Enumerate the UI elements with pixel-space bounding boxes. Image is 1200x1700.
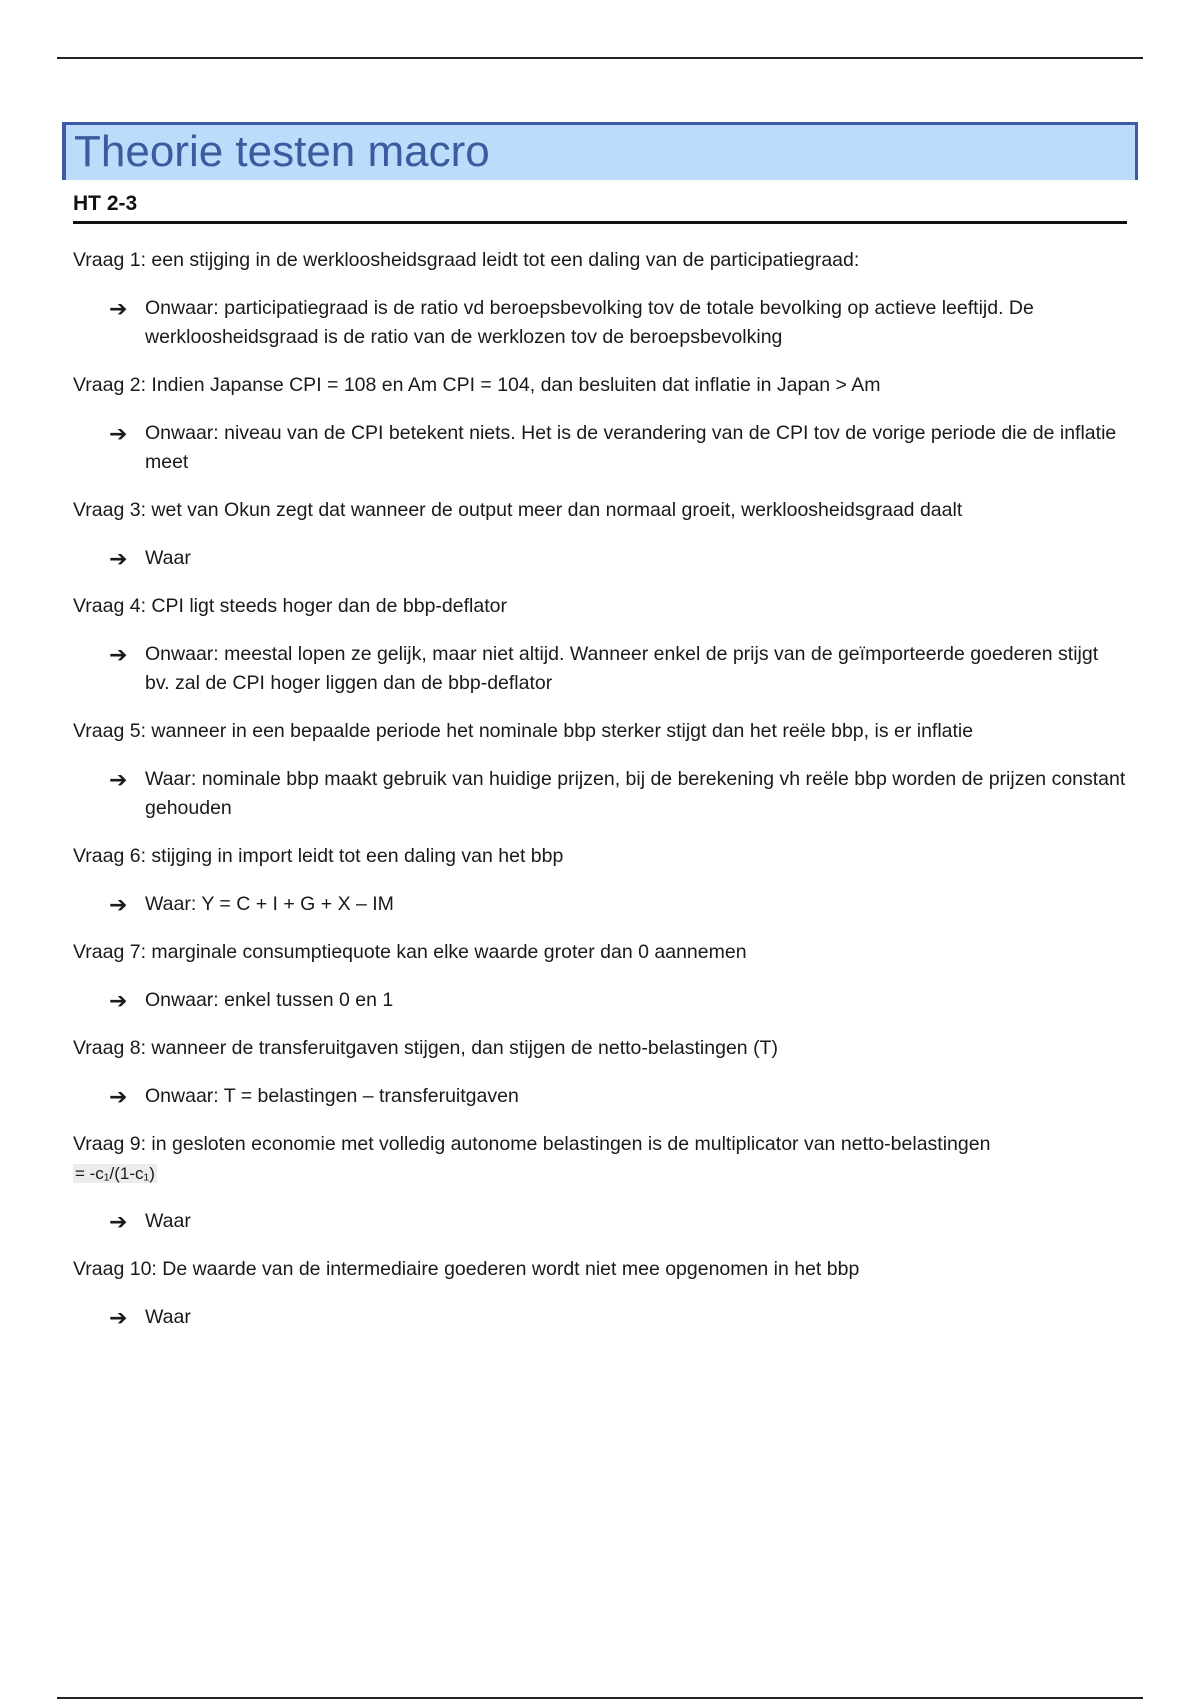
answer-text: Waar — [145, 1210, 191, 1232]
arrow-icon: ➔ — [109, 988, 128, 1013]
answer-1 — [73, 294, 1127, 352]
answer-3 — [73, 544, 1127, 573]
answer-text: Onwaar: enkel tussen 0 en 1 — [145, 989, 394, 1011]
arrow-icon: ➔ — [109, 892, 128, 917]
question-list — [73, 246, 1127, 1351]
question-5: Vraag 5: wanneer in een bepaalde periode het nominale bbp sterker stijgt dan het reële bbp, is er inflatie — [73, 720, 974, 742]
question-9 — [73, 1130, 1127, 1188]
question-7: Vraag 7: marginale consumptiequote kan elke waarde groter dan 0 aannemen — [73, 941, 747, 963]
arrow-icon: ➔ — [109, 1209, 128, 1234]
arrow-icon: ➔ — [109, 1084, 128, 1109]
arrow-icon: ➔ — [109, 642, 128, 667]
answer-5 — [73, 765, 1127, 823]
footer-rule — [57, 1697, 1143, 1699]
answer-text: Onwaar: meestal lopen ze gelijk, maar niet altijd. Wanneer enkel de prijs van de geïmporteerde goederen stijgt bv. zal de CPI hoger liggen dan de bbp-deflator — [145, 643, 1099, 694]
answer-4 — [73, 640, 1127, 698]
answer-text: Waar: Y = C + I + G + X – IM — [145, 893, 394, 915]
arrow-icon: ➔ — [109, 1305, 128, 1330]
arrow-icon: ➔ — [109, 546, 128, 571]
question-1: Vraag 1: een stijging in de werkloosheidsgraad leidt tot een daling van de participatiegraad: — [73, 249, 860, 271]
question-6: Vraag 6: stijging in import leidt tot een daling van het bbp — [73, 845, 564, 867]
arrow-icon: ➔ — [109, 421, 128, 446]
question-4: Vraag 4: CPI ligt steeds hoger dan de bbp-deflator — [73, 595, 507, 617]
answer-text: Onwaar: participatiegraad is de ratio vd beroepsbevolking tov de totale bevolking op actieve leeftijd. De werkloosheidsgraad is de ratio van de werklozen tov de beroepsbevolking — [145, 297, 1034, 348]
answer-text: Waar — [145, 1306, 191, 1328]
answer-6 — [73, 890, 1127, 919]
answer-text: Onwaar: niveau van de CPI betekent niets. Het is de verandering van de CPI tov de vorige periode die de inflatie meet — [145, 422, 1117, 473]
question-3: Vraag 3: wet van Okun zegt dat wanneer de output meer dan normaal groeit, werkloosheidsgraad daalt — [73, 499, 963, 521]
answer-10 — [73, 1303, 1127, 1332]
question-10: Vraag 10: De waarde van de intermediaire goederen wordt niet mee opgenomen in het bbp — [73, 1258, 860, 1280]
answer-8 — [73, 1082, 1127, 1111]
header-rule — [57, 57, 1143, 59]
page-title: Theorie testen macro — [74, 127, 490, 176]
arrow-icon: ➔ — [109, 767, 128, 792]
arrow-icon: ➔ — [109, 296, 128, 321]
section-heading: HT 2-3 — [73, 192, 138, 215]
answer-7 — [73, 986, 1127, 1015]
answer-text: Onwaar: T = belastingen – transferuitgaven — [145, 1085, 519, 1107]
answer-9 — [73, 1207, 1127, 1236]
question-8: Vraag 8: wanneer de transferuitgaven stijgen, dan stijgen de netto-belastingen (T) — [73, 1037, 778, 1059]
answer-text: Waar — [145, 547, 191, 569]
answer-2 — [73, 419, 1127, 477]
question-text: Vraag 9: in gesloten economie met volledig autonome belastingen is de multiplicator van netto-belastingen — [73, 1133, 991, 1155]
answer-text: Waar: nominale bbp maakt gebruik van huidige prijzen, bij de berekening vh reële bbp worden de prijzen constant gehouden — [145, 768, 1126, 819]
section-rule — [73, 221, 1127, 224]
formula: = -c₁/(1-c₁) — [75, 1164, 155, 1183]
question-2: Vraag 2: Indien Japanse CPI = 108 en Am CPI = 104, dan besluiten dat inflatie in Japan > Am — [73, 374, 881, 396]
